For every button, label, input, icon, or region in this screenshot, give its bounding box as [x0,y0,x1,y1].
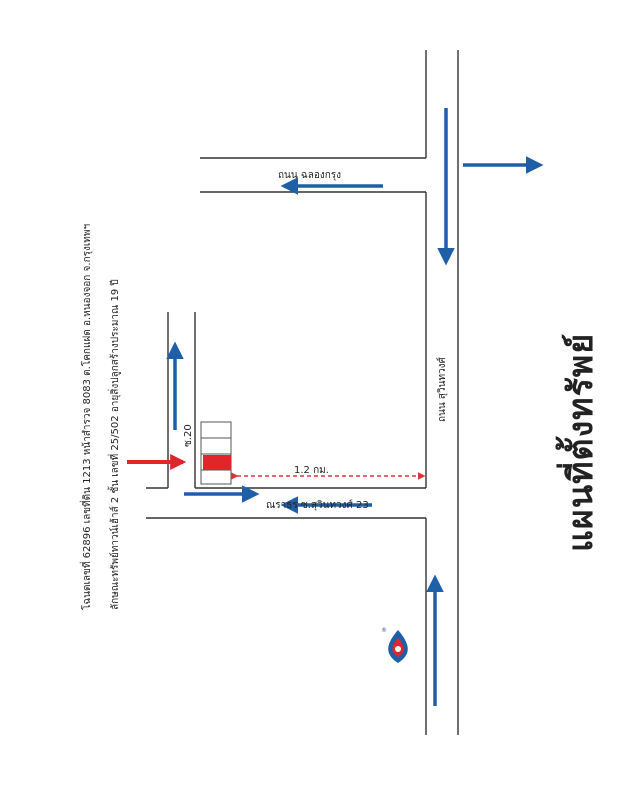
road-label-chalong-krung: ถนน ฉลองกรุง [278,170,342,181]
property-description: ลักษณะทรัพย์ทาวน์เฮ้าส์ 2 ชั้น เลขที่ 25/502 อายุสิ่งปลูกสร้างประมาณ 19 ปี [110,279,121,610]
townhouse-blocks [201,422,231,484]
deed-info: โฉนดเลขที่ 62896 เลขที่ดิน 1213 หน้าสำรวจ 8083 ต.โคกแฝด อ.หนองจอก จ.กรุงเทพฯ [82,223,93,610]
distance-label: 1.2 กม. [294,465,329,476]
property-marker [203,455,231,470]
traffic-arrows [175,108,540,706]
map-title: แผนที่ตั้งทรัพย์ [561,332,601,552]
ptt-mark: ® [381,627,387,634]
ptt-station-icon [388,630,408,663]
road-label-soi-main: ณราธร ซ.สุวินทวงศ์ 23 [266,500,369,511]
road-label-soi-20: ซ.20 [183,424,194,447]
road-label-sukhumvit: ถนน สุวินทวงศ์ [437,357,448,422]
